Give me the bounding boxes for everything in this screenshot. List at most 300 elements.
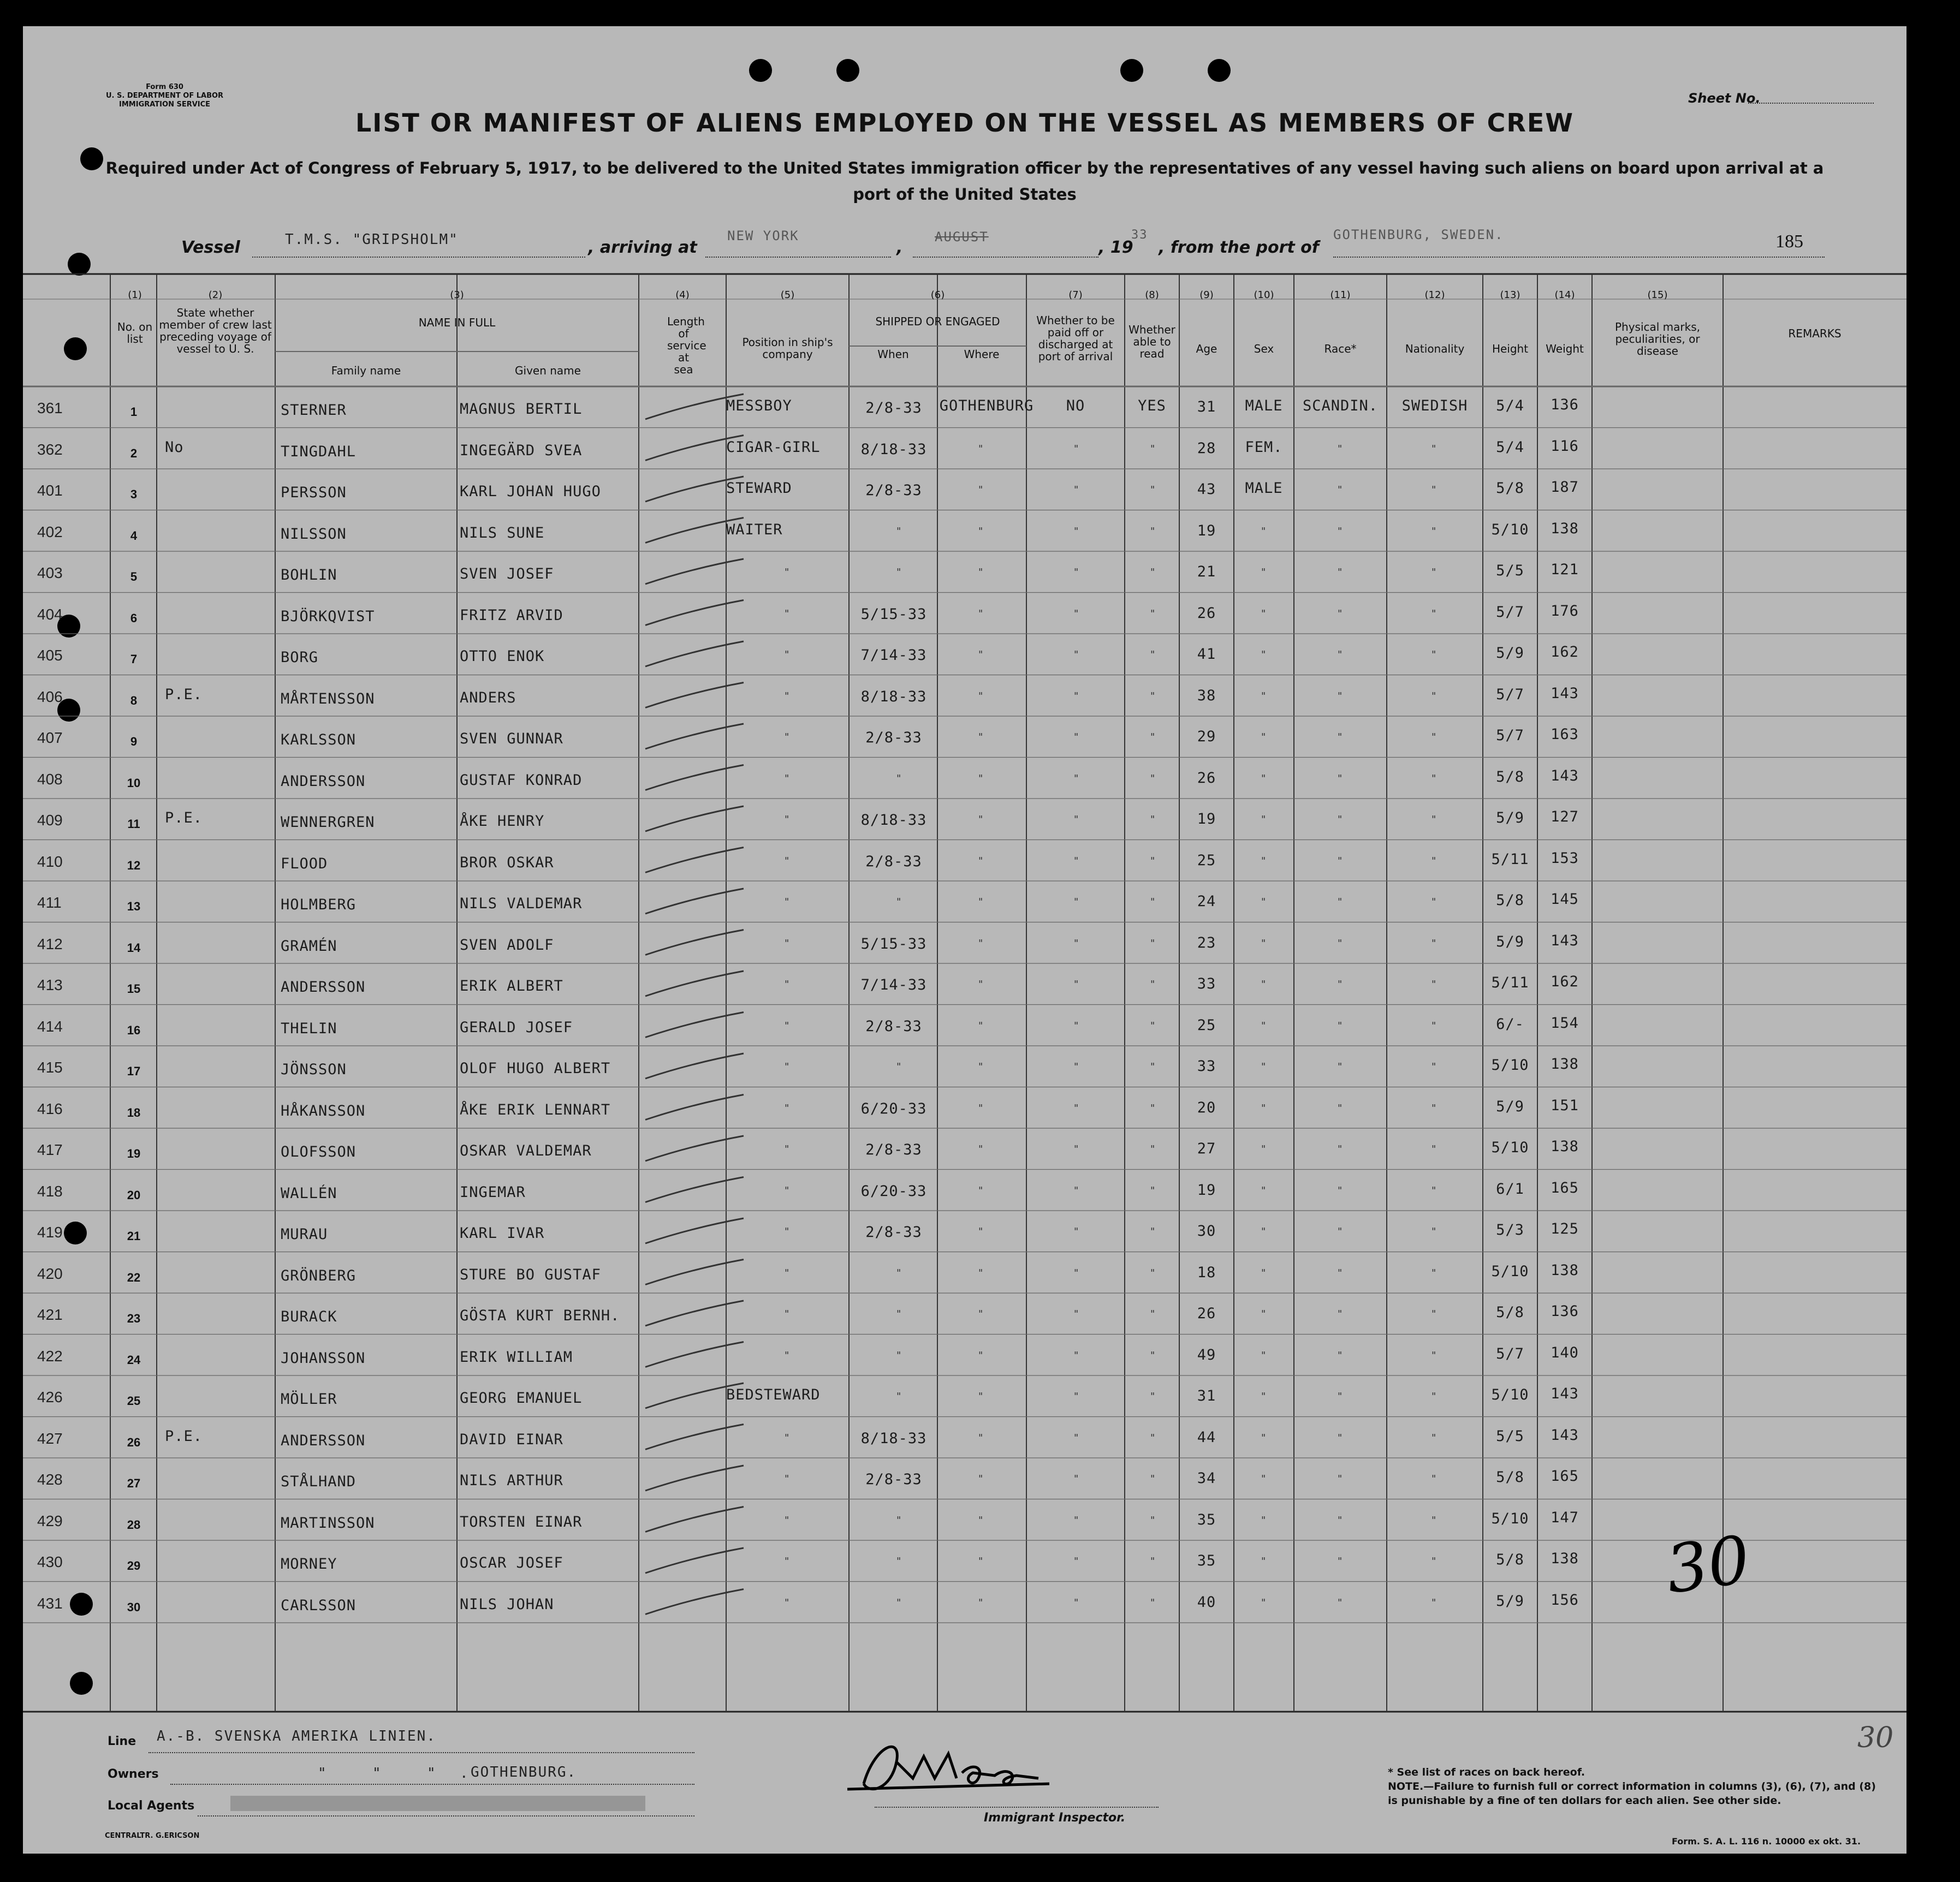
family-name: PERSSON (281, 484, 347, 501)
family-name: BJÖRKQVIST (281, 608, 375, 625)
ditto-mark: " (978, 979, 983, 990)
given-name: ÅKE HENRY (460, 813, 545, 830)
age: 18 (1197, 1264, 1216, 1281)
weight: 165 (1551, 1468, 1579, 1485)
given-name: FRITZ ARVID (460, 606, 563, 624)
ditto-mark: " (1150, 649, 1155, 660)
arrival-port: NEW YORK (727, 228, 799, 243)
paid-off: NO (1066, 397, 1085, 414)
ditto-mark: " (785, 1184, 789, 1196)
height: 5/8 (1496, 768, 1524, 785)
age: 43 (1197, 481, 1216, 498)
ditto-mark: " (1150, 855, 1155, 867)
height: 5/9 (1496, 809, 1524, 826)
col-given-name: Given name (515, 364, 581, 377)
weight: 138 (1551, 1261, 1579, 1279)
ditto-mark: " (1150, 1226, 1155, 1237)
service-length-mark (645, 1342, 744, 1367)
ditto-mark: " (896, 896, 901, 908)
height: 5/10 (1491, 1057, 1529, 1074)
arrival-month: AUGUST (935, 229, 989, 245)
ditto-mark: " (1261, 1391, 1266, 1402)
row-number: 19 (127, 1147, 141, 1160)
age: 27 (1197, 1140, 1216, 1157)
list-id: 403 (37, 564, 63, 581)
weight: 136 (1551, 396, 1579, 413)
previous-voyage: P.E. (165, 809, 203, 826)
shipped-when: 7/14-33 (860, 976, 927, 993)
age: 23 (1197, 934, 1216, 951)
list-id: 402 (37, 523, 63, 540)
given-name: GUSTAF KONRAD (460, 771, 583, 789)
service-length-mark (645, 1053, 744, 1079)
ditto-mark: " (1261, 937, 1266, 949)
ditto-mark: " (1261, 1184, 1266, 1196)
height: 5/4 (1496, 397, 1524, 414)
row-number: 6 (130, 611, 138, 625)
ditto-mark: " (1150, 814, 1155, 825)
ditto-mark: " (978, 1267, 983, 1279)
given-name: TORSTEN EINAR (460, 1513, 583, 1530)
family-name: MARTINSSON (281, 1514, 375, 1532)
shipped-when: 2/8-33 (865, 400, 922, 416)
line-label: Line (108, 1735, 136, 1748)
col-10-number: (10) (1254, 289, 1274, 301)
vessel-label: Vessel (181, 238, 240, 257)
col-nationality: Nationality (1405, 342, 1465, 355)
shipped-when: 6/20-33 (860, 1100, 927, 1117)
ditto-mark: " (1432, 814, 1436, 825)
service-length-mark (645, 600, 744, 626)
col-no-on-list: No. on list (117, 320, 153, 346)
shipped-when: 6/20-33 (860, 1182, 927, 1200)
row-number: 13 (127, 900, 141, 913)
age: 33 (1197, 975, 1216, 992)
ditto-mark: " (1074, 690, 1079, 702)
service-length-mark (645, 848, 744, 873)
ditto-mark: " (1261, 979, 1266, 990)
shipped-when: 2/8-33 (865, 482, 922, 499)
col-11-number: (11) (1330, 289, 1351, 301)
col-when: When (877, 348, 909, 361)
ditto-mark: " (1261, 772, 1266, 784)
ditto-mark: " (978, 896, 983, 908)
ditto-mark: " (785, 1349, 789, 1361)
ditto-mark: " (785, 1226, 789, 1237)
ditto-mark: " (978, 1308, 983, 1320)
ditto-mark: " (1338, 1308, 1343, 1320)
ditto-mark: " (1150, 1432, 1155, 1444)
ditto-mark: " (1150, 608, 1155, 620)
ditto-mark: " (1261, 525, 1266, 537)
shipped-when: 5/15-33 (860, 935, 927, 952)
ditto-mark: " (1150, 1308, 1155, 1320)
family-name: OLOFSSON (281, 1144, 357, 1160)
given-name: NILS SUNE (460, 524, 545, 541)
ditto-mark: " (1074, 1184, 1079, 1196)
shipped-when: 2/8-33 (865, 853, 922, 870)
family-name: KARLSSON (281, 731, 357, 748)
height: 5/3 (1496, 1222, 1524, 1238)
family-name: FLOOD (281, 855, 328, 872)
family-name: JÖNSSON (281, 1061, 347, 1078)
height: 5/9 (1496, 645, 1524, 662)
weight: 162 (1551, 644, 1579, 660)
age: 44 (1197, 1428, 1216, 1446)
row-number: 21 (127, 1229, 141, 1243)
given-name: INGEMAR (460, 1183, 526, 1201)
weight: 151 (1551, 1097, 1579, 1114)
given-name: NILS ARTHUR (460, 1472, 563, 1489)
weight: 127 (1551, 808, 1579, 825)
height: 6/- (1496, 1015, 1524, 1033)
height: 5/7 (1496, 686, 1524, 703)
weight: 165 (1551, 1179, 1579, 1196)
height: 5/10 (1491, 1386, 1529, 1403)
height: 5/7 (1496, 1345, 1524, 1362)
ditto-mark: " (1338, 1061, 1343, 1073)
col-remarks: REMARKS (1788, 327, 1842, 340)
ditto-mark: " (785, 1144, 789, 1155)
list-id: 412 (37, 935, 63, 952)
ditto-mark: " (1432, 1391, 1436, 1402)
ditto-mark: " (978, 1391, 983, 1402)
ditto-mark: " (1338, 1349, 1343, 1361)
col-race: Race* (1324, 342, 1357, 355)
ditto-mark: " (978, 567, 983, 578)
ditto-mark: " (1150, 1184, 1155, 1196)
shipped-when: 2/8-33 (865, 1224, 922, 1241)
ditto-mark: " (1432, 1061, 1436, 1073)
ditto-mark: " (978, 1556, 983, 1567)
ditto-mark: " (1261, 1020, 1266, 1032)
col-3-number: (3) (450, 289, 464, 301)
list-id: 361 (37, 400, 63, 416)
weight: 143 (1551, 1426, 1579, 1444)
ditto-mark: " (1432, 1102, 1436, 1114)
printer-mark: CENTRALTR. G.ERICSON (105, 1832, 200, 1840)
col-14-number: (14) (1554, 289, 1575, 301)
ditto-mark: " (1150, 443, 1155, 455)
ditto-mark: " (1150, 690, 1155, 702)
ditto-mark: " (1074, 1349, 1079, 1361)
height: 5/9 (1496, 1098, 1524, 1115)
age: 29 (1197, 728, 1216, 745)
department-name: U. S. DEPARTMENT OF LABOR (106, 92, 224, 100)
list-id: 410 (37, 853, 63, 870)
height: 5/5 (1496, 562, 1524, 579)
ditto-mark: " (896, 1514, 901, 1526)
ditto-mark: " (1432, 1514, 1436, 1526)
age: 26 (1197, 604, 1216, 622)
list-id: 407 (37, 729, 63, 746)
service-length-mark (645, 724, 744, 749)
ditto-mark: " (978, 1184, 983, 1196)
ditto-mark: " (785, 1267, 789, 1279)
weight: 138 (1551, 1138, 1579, 1155)
family-name: JOHANSSON (281, 1349, 366, 1367)
age: 34 (1197, 1470, 1216, 1487)
ditto-mark: " (978, 1020, 983, 1032)
shipped-when: 2/8-33 (865, 729, 922, 746)
family-name: MÖLLER (281, 1391, 337, 1408)
ditto-mark: " (1074, 1226, 1079, 1237)
family-name: GRÖNBERG (281, 1267, 357, 1284)
weight: 136 (1551, 1303, 1579, 1320)
service-length-mark (645, 1095, 744, 1120)
ditto-mark: " (1074, 567, 1079, 578)
weight: 156 (1551, 1591, 1579, 1609)
ditto-mark: " (785, 731, 789, 743)
age: 49 (1197, 1346, 1216, 1363)
col-physical-marks: Physical marks, peculiarities, or disease (1614, 320, 1701, 358)
ditto-mark: " (978, 1144, 983, 1155)
ditto-mark: " (1074, 814, 1079, 825)
height: 5/9 (1496, 933, 1524, 950)
row-number: 25 (127, 1394, 141, 1408)
list-id: 409 (37, 812, 63, 829)
ditto-mark: " (1432, 937, 1436, 949)
col-family-name: Family name (331, 364, 401, 377)
year-prefix: , 19 (1098, 238, 1133, 257)
row-number: 20 (127, 1188, 141, 1202)
family-name: STERNER (281, 402, 347, 419)
year-suffix: 33 (1131, 228, 1148, 242)
height: 5/7 (1496, 727, 1524, 744)
given-name: ANDERS (460, 689, 516, 706)
height: 5/8 (1496, 480, 1524, 497)
ditto-mark: " (1150, 525, 1155, 537)
col-age: Age (1196, 342, 1217, 355)
age: 33 (1197, 1058, 1216, 1075)
corner-mark: 30 (1857, 1722, 1894, 1754)
races-note: * See list of races on back hereof. (1388, 1766, 1585, 1778)
ditto-mark: " (1338, 690, 1343, 702)
given-name: NILS VALDEMAR (460, 895, 583, 912)
ditto-mark: " (1432, 1184, 1436, 1196)
age: 40 (1197, 1593, 1216, 1611)
weight: 153 (1551, 849, 1579, 867)
ditto-mark: " (1074, 1556, 1079, 1567)
ditto-mark: " (1261, 1144, 1266, 1155)
age: 19 (1197, 811, 1216, 827)
ditto-mark: " (1074, 1020, 1079, 1032)
ditto-mark: " (978, 772, 983, 784)
service-length-mark (645, 1177, 744, 1202)
family-name: BORG (281, 649, 319, 666)
ditto-mark: " (1432, 1020, 1436, 1032)
row-number: 3 (130, 487, 138, 501)
ditto-mark: " (1432, 484, 1436, 496)
ditto-mark: " (1074, 1432, 1079, 1444)
ditto-mark: " (1261, 567, 1266, 578)
ditto-mark: " (1338, 731, 1343, 743)
col-able-to-read: Whether able to read (1129, 323, 1175, 360)
age: 25 (1197, 851, 1216, 869)
shipped-when: 5/15-33 (860, 605, 927, 623)
row-number: 9 (130, 735, 138, 748)
row-number: 15 (127, 982, 141, 996)
ditto-mark: " (1338, 1020, 1343, 1032)
ditto-mark: " (978, 484, 983, 496)
shipped-when: 2/8-33 (865, 1017, 922, 1035)
ditto-mark: " (1150, 567, 1155, 578)
ditto-mark: " (1432, 1597, 1436, 1609)
weight: 147 (1551, 1509, 1579, 1526)
row-number: 11 (127, 817, 140, 831)
ditto-mark: " (978, 937, 983, 949)
ditto-mark: " (1338, 1267, 1343, 1279)
ditto-mark: " (1150, 1102, 1155, 1114)
able-to-read: YES (1138, 397, 1166, 414)
given-name: OTTO ENOK (460, 648, 545, 665)
age: 38 (1197, 687, 1216, 704)
ditto-mark: " (1338, 484, 1343, 496)
row-number: 26 (127, 1435, 141, 1449)
ditto-mark: " (978, 1226, 983, 1237)
form-code: Form. S. A. L. 116 n. 10000 ex okt. 31. (1672, 1836, 1861, 1847)
age: 30 (1197, 1223, 1216, 1240)
ditto-mark: " (1074, 1473, 1079, 1485)
ditto-mark: " (1074, 1391, 1079, 1402)
weight: 138 (1551, 1550, 1579, 1567)
weight: 187 (1551, 479, 1579, 496)
weight: 140 (1551, 1344, 1579, 1361)
ditto-mark: " (785, 567, 789, 578)
position: WAITER (726, 521, 783, 538)
ditto-mark: " (1338, 1226, 1343, 1237)
shipped-when: 2/8-33 (865, 1471, 922, 1488)
row-number: 7 (130, 652, 138, 666)
ditto-mark: " (896, 1391, 901, 1402)
note-label: NOTE. (1388, 1780, 1424, 1792)
height: 5/8 (1496, 892, 1524, 909)
ditto-mark: " (1338, 814, 1343, 825)
ditto-mark: " (1432, 1144, 1436, 1155)
ditto-mark: " (978, 1061, 983, 1073)
list-id: 406 (37, 688, 63, 705)
ditto-mark: " (1150, 1556, 1155, 1567)
ditto-mark: " (978, 1102, 983, 1114)
owners-field (170, 1784, 694, 1785)
family-name: CARLSSON (281, 1597, 357, 1614)
ditto-mark: " (896, 525, 901, 537)
service-length-mark (645, 1466, 744, 1491)
service-length-mark (645, 889, 744, 914)
ditto-mark: " (1261, 1061, 1266, 1073)
ditto-mark: " (1074, 1514, 1079, 1526)
col-previous-voyage: State whether member of crew last preceding voyage of vessel to U. S. (159, 306, 272, 355)
ditto-mark: " (785, 1473, 789, 1485)
weight: 125 (1551, 1220, 1579, 1237)
ditto-mark: " (785, 814, 789, 825)
local-agents-field (198, 1815, 694, 1817)
ditto-mark: " (1074, 608, 1079, 620)
list-id: 418 (37, 1182, 63, 1200)
col-5-number: (5) (780, 289, 795, 301)
given-name: SVEN JOSEF (460, 565, 554, 582)
ditto-mark: " (896, 567, 901, 578)
given-name: SVEN ADOLF (460, 936, 554, 954)
family-name: WENNERGREN (281, 814, 375, 831)
given-name: DAVID EINAR (460, 1431, 563, 1448)
ditto-mark: " (1150, 772, 1155, 784)
list-id: 362 (37, 440, 63, 458)
age: 20 (1197, 1099, 1216, 1116)
ditto-mark: " (978, 1432, 983, 1444)
inspector-label: Immigrant Inspector. (984, 1811, 1126, 1825)
position: CIGAR-GIRL (726, 438, 821, 456)
ditto-mark: " (1261, 1349, 1266, 1361)
local-agents-label: Local Agents (108, 1799, 195, 1813)
ditto-mark: " (1074, 484, 1079, 496)
age: 35 (1197, 1552, 1216, 1569)
ditto-mark: " (785, 896, 789, 908)
ditto-mark: " (1074, 855, 1079, 867)
note-text: —Failure to furnish full or correct information in columns (3), (6), (7), and (8) is punishable by a fine of ten dollars for each alien. See other side. (1388, 1780, 1876, 1807)
list-id: 417 (37, 1141, 63, 1158)
page-number: 185 (1775, 231, 1803, 252)
given-name: ÅKE ERIK LENNART (460, 1101, 611, 1118)
ditto-mark: " (1074, 1102, 1079, 1114)
ditto-mark: " (1261, 1226, 1266, 1237)
list-id: 414 (37, 1017, 63, 1035)
shipped-when: 8/18-33 (860, 440, 927, 458)
position: MESSBOY (726, 397, 792, 414)
ditto-mark: " (978, 649, 983, 660)
ditto-mark: " (785, 1514, 789, 1526)
row-number: 1 (130, 405, 138, 419)
weight: 143 (1551, 932, 1579, 949)
col-name-in-full: NAME IN FULL (418, 316, 496, 329)
race: SCANDIN. (1302, 397, 1379, 414)
col-8-number: (8) (1145, 289, 1159, 301)
service-length-mark (645, 1136, 744, 1161)
list-id: 428 (37, 1471, 63, 1488)
ditto-mark: " (1432, 855, 1436, 867)
given-name: NILS JOHAN (460, 1595, 554, 1613)
list-id: 405 (37, 647, 63, 664)
service-length-mark (645, 1548, 744, 1573)
weight: 138 (1551, 1056, 1579, 1073)
family-name: MORNEY (281, 1556, 337, 1573)
list-id: 427 (37, 1430, 63, 1447)
col-position: Position in ship's company (742, 336, 833, 361)
ditto-mark: " (1150, 1267, 1155, 1279)
ditto-mark: " (1432, 1556, 1436, 1567)
ditto-mark: " (1338, 1184, 1343, 1196)
weight: 162 (1551, 973, 1579, 990)
ditto-mark: " (1338, 608, 1343, 620)
age: 24 (1197, 893, 1216, 910)
row-number: 10 (127, 776, 141, 790)
service-length-mark (645, 806, 744, 831)
ditto-mark: " (785, 1432, 789, 1444)
ditto-mark: " (1150, 1349, 1155, 1361)
ditto-mark: " (1074, 937, 1079, 949)
service-length-mark (645, 1218, 744, 1243)
ditto-mark: " (1261, 1556, 1266, 1567)
owners-value: GOTHENBURG. (471, 1764, 577, 1780)
family-name: BOHLIN (281, 567, 337, 583)
family-name: MÅRTENSSON (281, 690, 375, 707)
ditto-mark: " (1432, 690, 1436, 702)
service-length-mark (645, 1260, 744, 1285)
from-port-label: , from the port of (1159, 238, 1319, 257)
age: 25 (1197, 1016, 1216, 1034)
list-id: 429 (37, 1512, 63, 1529)
weight: 121 (1551, 561, 1579, 578)
